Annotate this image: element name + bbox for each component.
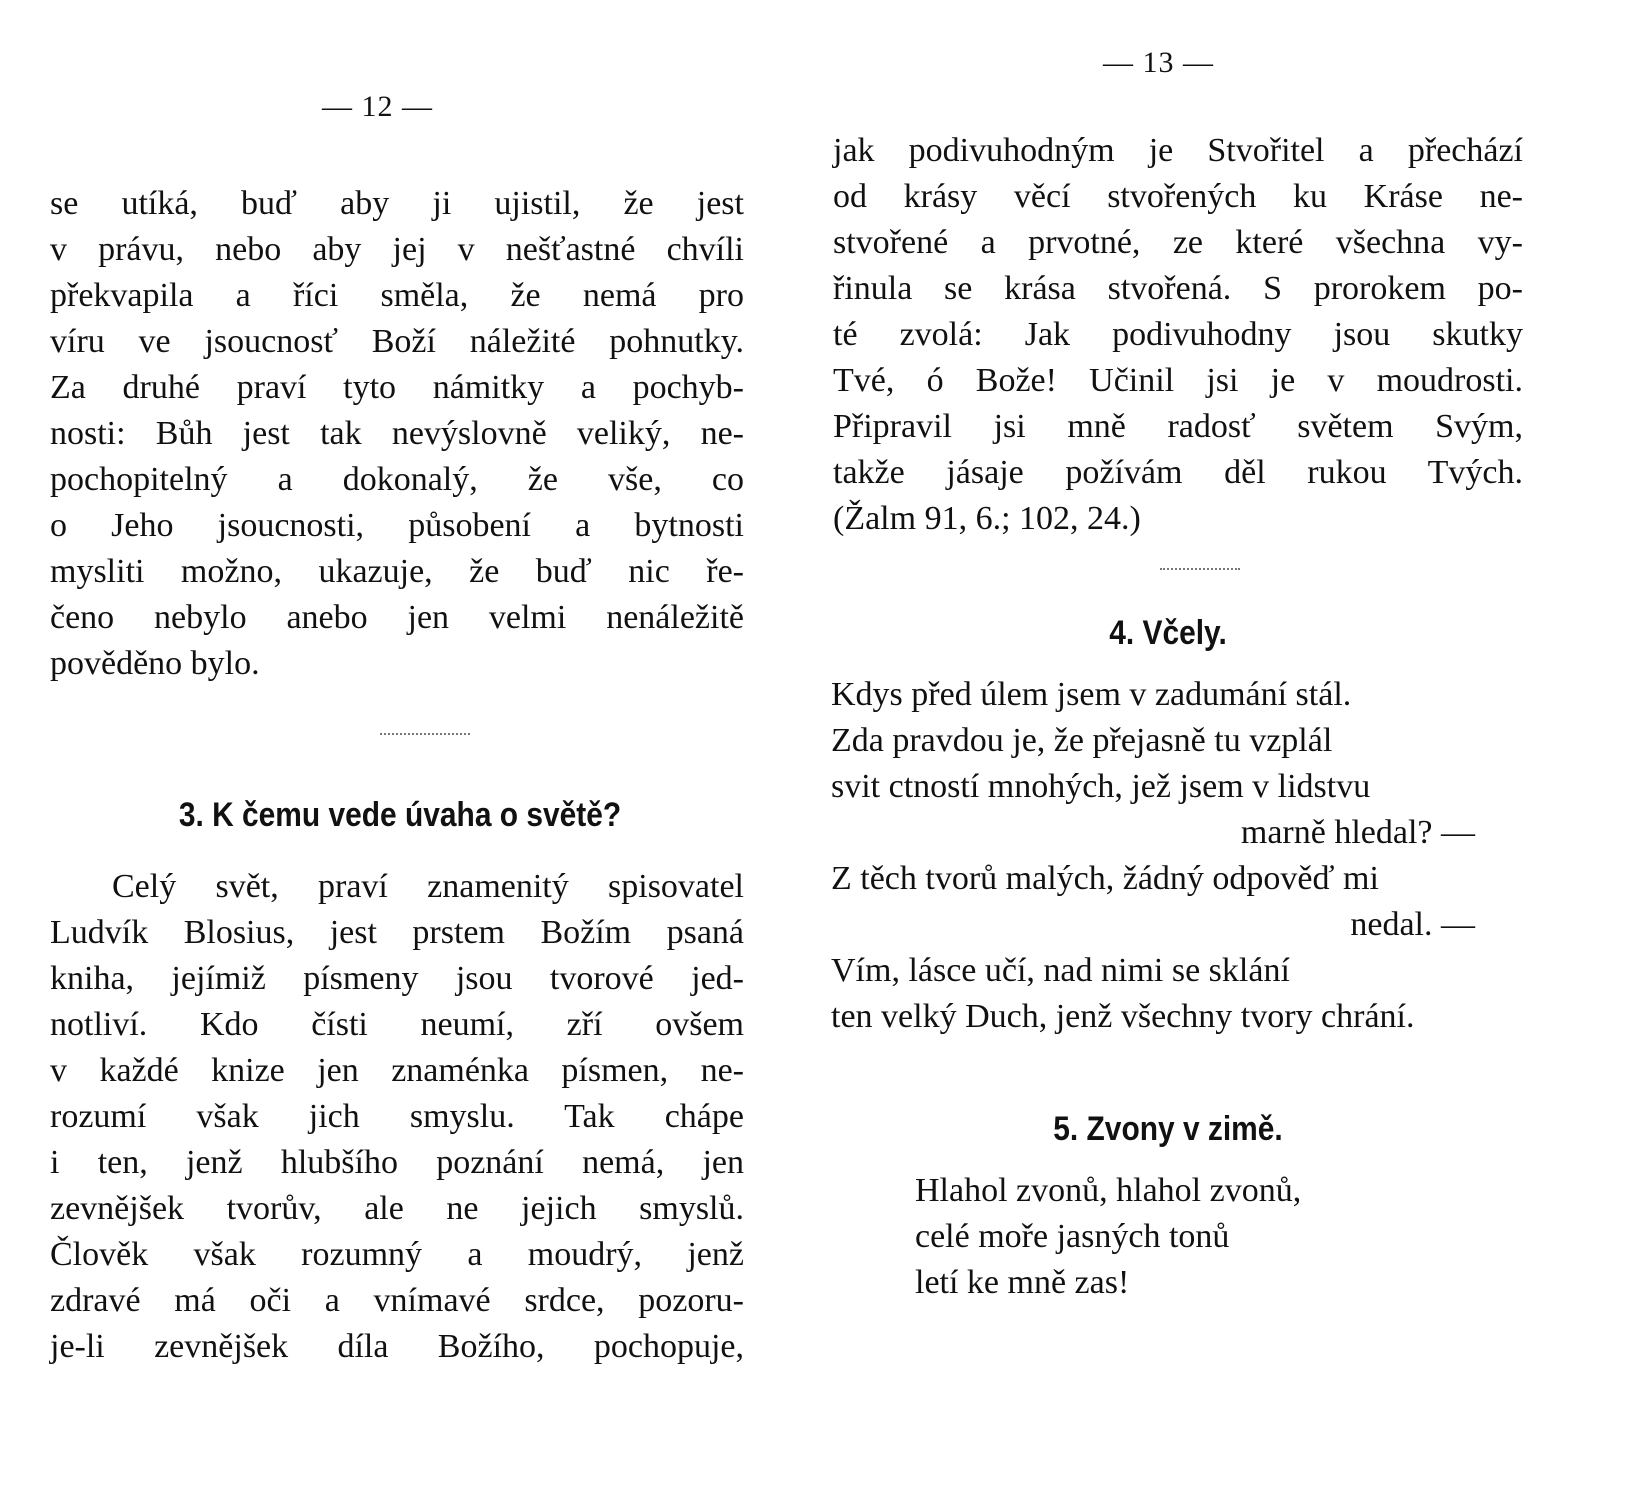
poem-line: Z těch tvorů malých, žádný odpověď mi [831,860,1379,897]
page-number-right: — 13 — [1103,46,1214,79]
text-line: (Žalm 91, 6.; 102, 24.) [833,500,1141,537]
text-line: rozumí však jich smyslu. Tak chápe [50,1098,744,1135]
text-line: řinula se krása stvořená. S prorokem po- [833,270,1523,307]
text-line: pochopitelný a dokonalý, že vše, co [50,461,744,498]
text-line: mysliti možno, ukazuje, že buď nic ře- [50,553,744,590]
text-line: notliví. Kdo čísti neumí, zří ovšem [50,1006,744,1043]
text-line: překvapila a říci směla, že nemá pro [50,277,744,314]
text-line: nosti: Bůh jest tak nevýslovně veliký, ne- [50,415,744,452]
text-line: v právu, nebo aby jej v nešťastné chvíli [50,231,744,268]
section-heading-4: 4. Včely. [1109,614,1227,652]
text-line: Připravil jsi mně radosť světem Svým, [833,408,1523,445]
section-heading-5: 5. Zvony v zimě. [1053,1110,1283,1148]
text-line: Ludvík Blosius, jest prstem Božím psaná [50,914,744,951]
text-line: Za druhé praví tyto námitky a pochyb- [50,369,744,406]
text-line: jak podivuhodným je Stvořitel a přechází [833,132,1523,169]
poem-line: nedal. — [1350,906,1475,943]
text-line: takže jásaje požívám děl rukou Tvých. [833,454,1523,491]
text-line: v každé knize jen znaménka písmen, ne- [50,1052,744,1089]
poem-line: Kdys před úlem jsem v zadumání stál. [831,676,1352,713]
poem-line: Vím, lásce učí, nad nimi se sklání [831,952,1290,989]
text-line: je-li zevnějšek díla Božího, pochopuje, [50,1328,744,1365]
section-divider [380,733,470,735]
poem-zvony [915,1168,1435,1306]
text-line: i ten, jenž hlubšího poznání nemá, jen [50,1144,744,1181]
text-line: se utíká, buď aby ji ujistil, že jest [50,185,744,222]
poem-line: ten velký Duch, jenž všechny tvory chrání. [831,998,1415,1035]
section-heading-3: 3. K čemu vede úvaha o světě? [178,796,622,834]
poem-vcely [831,672,1521,1040]
left-paragraph-2 [50,864,744,1370]
text-line: Člověk však rozumný a moudrý, jenž [50,1236,744,1273]
text-line: té zvolá: Jak podivuhodny jsou skutky [833,316,1523,353]
poem-line: svit ctností mnohých, jež jsem v lidstvu [831,768,1371,805]
left-paragraph-1 [50,181,744,687]
poem-line: Zda pravdou je, že přejasně tu vzplál [831,722,1333,759]
text-line: od krásy věcí stvořených ku Kráse ne- [833,178,1523,215]
text-line: kniha, jejímiž písmeny jsou tvorové jed- [50,960,744,997]
text-line: Celý svět, praví znamenitý spisovatel [112,868,744,905]
text-line: zevnějšek tvorův, ale ne jejich smyslů. [50,1190,744,1227]
poem-line: letí ke mně zas! [915,1264,1130,1301]
text-line: o Jeho jsoucnosti, působení a bytnosti [50,507,744,544]
right-page [823,0,1646,1500]
text-line: stvořené a prvotné, ze které všechna vy- [833,224,1523,261]
poem-line: marně hledal? — [1240,814,1475,851]
text-line: čeno nebylo anebo jen velmi nenáležitě [50,599,744,636]
page-number-left: — 12 — [322,90,433,123]
text-line: Tvé, ó Bože! Učinil jsi je v moudrosti. [833,362,1523,399]
text-line: pověděno bylo. [50,645,260,682]
section-divider [1160,568,1240,570]
poem-line: celé moře jasných tonů [915,1218,1230,1255]
poem-line: Hlahol zvonů, hlahol zvonů, [915,1172,1302,1209]
text-line: zdravé má oči a vnímavé srdce, pozoru- [50,1282,744,1319]
text-line: víru ve jsoucnosť Boží náležité pohnutky. [50,323,744,360]
right-paragraph-1 [833,128,1523,542]
